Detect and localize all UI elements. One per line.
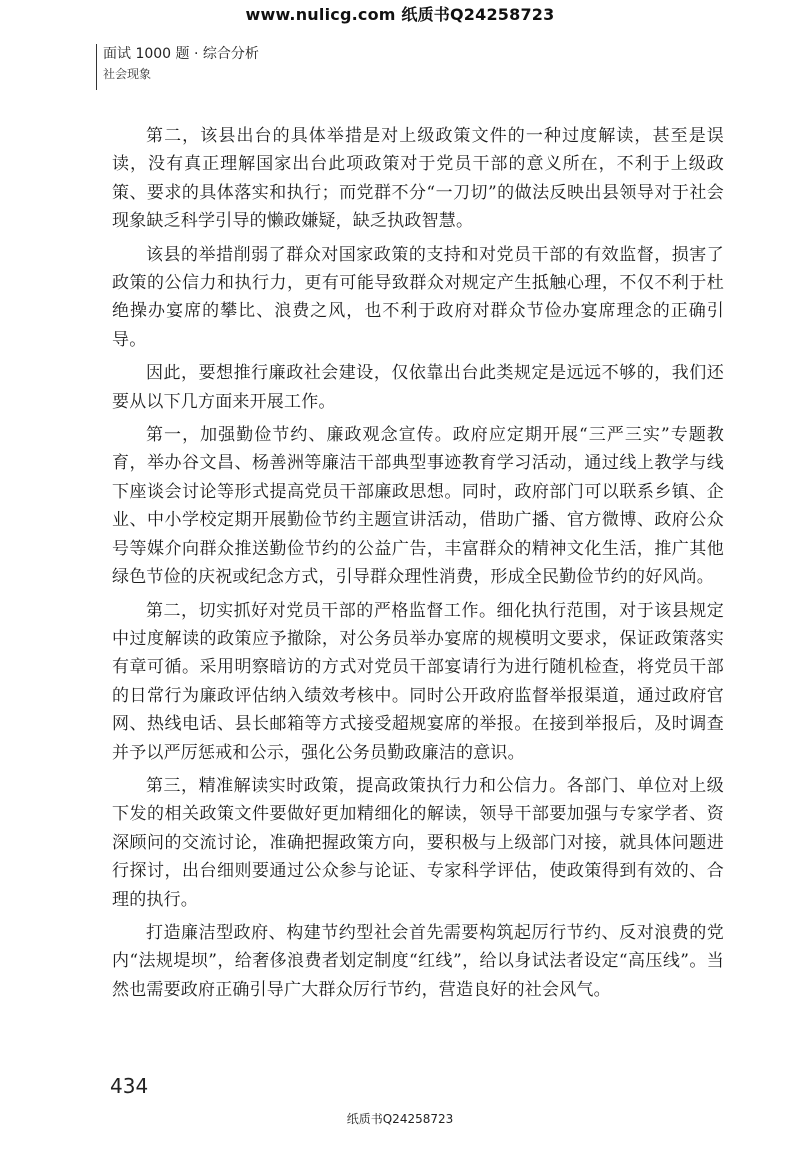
body-text: [112, 122, 724, 1009]
paragraph-4: 第一，加强勤俭节约、廉政观念宣传。政府应定期开展“三严三实”专题教育，举办谷文昌、杨善洲等廉洁干部典型事迹教育学习活动，通过线上教学与线下座谈会讨论等形式提高党员干部廉政思想。同时，政府部门可以联系乡镇、企业、中小学校定期开展勤俭节约主题宣讲活动，借助广播、官方微博、政府公众号等媒介向群众推送勤俭节约的公益广告，丰富群众的精神文化生活，推广其他绿色节俭的庆祝或纪念方式，引导群众理性消费，形成全民勤俭节约的好风尚。: [112, 425, 724, 588]
watermark-bottom: 纸质书Q24258723: [346, 1112, 454, 1126]
page-number: 434: [110, 1074, 149, 1098]
paragraph-3: 因此，要想推行廉政社会建设，仅依靠出台此类规定是远远不够的，我们还要从以下几方面来开展工作。: [112, 363, 724, 412]
paragraph-5: 第二，切实抓好对党员干部的严格监督工作。细化执行范围，对于该县规定中过度解读的政策应予撤除，对公务员举办宴席的规模明文要求，保证政策落实有章可循。采用明察暗访的方式对党员干部宴请行为进行随机检查，将党员干部的日常行为廉政评估纳入绩效考核中。同时公开政府监督举报渠道，通过政府官网、热线电话、县长邮箱等方式接受超规宴席的举报。在接到举报后，及时调查并予以严厉惩戒和公示，强化公务员勤政廉洁的意识。: [112, 600, 724, 763]
book-title: 面试 1000 题 · 综合分析: [103, 46, 259, 62]
paragraph-6: 第三，精准解读实时政策，提高政策执行力和公信力。各部门、单位对上级下发的相关政策文件要做好更加精细化的解读，领导干部要加强与专家学者、资深顾问的交流讨论，准确把握政策方向，要积极与上级部门对接，就具体问题进行探讨，出台细则要通过公众参与论证、专家科学评估，使政策得到有效的、合理的执行。: [112, 775, 724, 910]
running-header: [96, 44, 259, 90]
watermark-top: www.nulicg.com 纸质书Q24258723: [245, 5, 555, 24]
section-name: 社会现象: [103, 67, 152, 81]
paragraph-1: 第二，该县出台的具体举措是对上级政策文件的一种过度解读，甚至是误读，没有真正理解国家出台此项政策对于党员干部的意义所在，不利于上级政策、要求的具体落实和执行；而党群不分“一刀切”的做法反映出县领导对于社会现象缺乏科学引导的懒政嫌疑，缺乏执政智慧。: [112, 126, 724, 232]
paragraph-7: 打造廉洁型政府、构建节约型社会首先需要构筑起厉行节约、反对浪费的党内“法规堤坝”，给奢侈浪费者划定制度“红线”，给以身试法者设定“高压线”。当然也需要政府正确引导广大群众厉行节约，营造良好的社会风气。: [112, 922, 724, 1000]
paragraph-2: 该县的举措削弱了群众对国家政策的支持和对党员干部的有效监督，损害了政策的公信力和执行力，更有可能导致群众对规定产生抵触心理，不仅不利于杜绝操办宴席的攀比、浪费之风，也不利于政府对群众节俭办宴席理念的正确引导。: [112, 244, 724, 350]
